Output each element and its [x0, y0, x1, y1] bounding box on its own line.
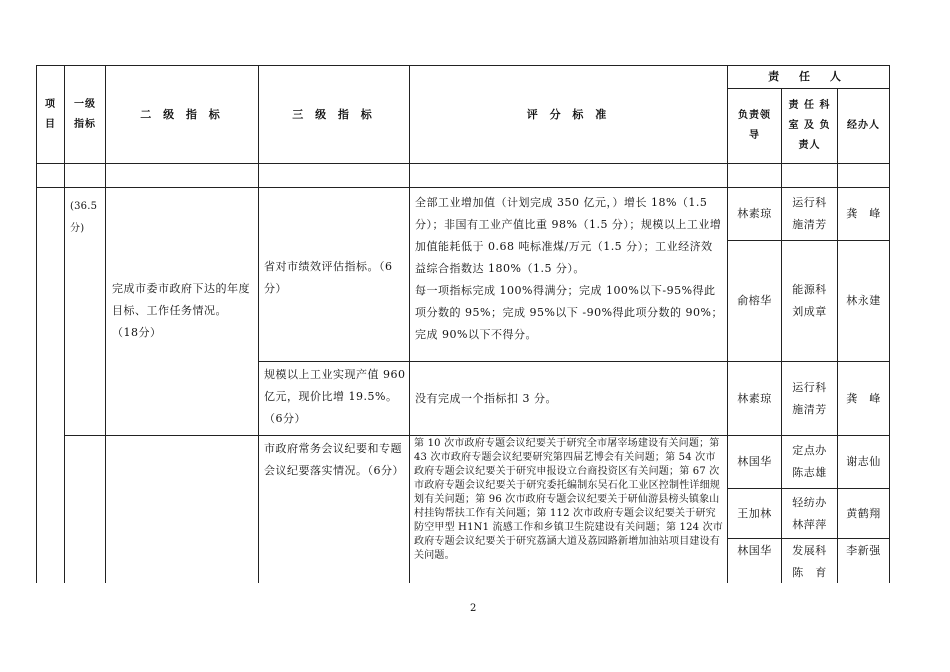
- dept-b: 运行科 施清芳: [792, 380, 827, 416]
- col-divider-2-lower: [105, 435, 106, 583]
- table-right-border: [889, 65, 890, 583]
- dept-m2: 轻纺办 林萍萍: [792, 495, 827, 531]
- page-number: 2: [470, 603, 477, 614]
- leader-a2: 俞榕华: [737, 294, 772, 307]
- handler-m2: 黄鹤翔: [846, 506, 881, 520]
- header-dept: 责 任 科 室 及 负 责人: [788, 100, 831, 151]
- dept-a2: 能源科 刘成章: [792, 283, 827, 318]
- header-responsible: 责 任 人: [768, 70, 849, 83]
- header-criteria: 评 分 标 准: [526, 107, 611, 121]
- dept-m3: 发展科 陈 育: [792, 544, 827, 579]
- criteria-meeting-minutes: 第 10 次市政府专题会议纪要关于研究全市屠宰场建设有关问题；第 43 次市政府专题会议纪要研究第四届艺博会有关问题；第 54 次市政府专题会议纪要关于研究申报设立台商投资区有关问题；第 67 次市政府专题会议纪要关于研究委托编制东吴石化工业区控制性详细规划有关问题；第 96 次市政府专题会议纪要关于研仙游县榜头镇象山村挂钩帮扶工作有关问题；第 112 次市政府专题会议纪要关于研究防空甲型 H1N1 流感工作和乡镇卫生院建设有关问题；第 124 次市政府专题会议纪要关于研究荔涵大道及荔园路新增加油站项目建设有关问题。: [414, 438, 723, 561]
- header-level1: 一级 指标: [74, 98, 96, 130]
- handler-m3: 李新强: [846, 544, 881, 557]
- level3-provincial: 省对市绩效评估指标。（6分）: [264, 260, 393, 295]
- header-leader: 负责领 导: [738, 110, 771, 141]
- level3-meeting-minutes: 市政府常务会议纪要和专题会议纪要落实情况。（6分）: [264, 442, 404, 477]
- criteria-provincial: 全部工业增加值（计划完成 350 亿元，）增长 18%（1.5 分）；非国有工业产值比重 98%（1.5 分）；规模以上工业增加值能耗低于 0.68 吨标准煤/万元（1.5 分）；工业经济效益综合指数达 180%（1.5 分）。 每一项指标完成 100%得满分；完成 100%以下-95%得此项分数的 95%；完成 95%以下 -90%得此项分数的 90%；完成 90%以下不得分。: [415, 196, 723, 341]
- header-handler: 经办人: [847, 120, 880, 131]
- header-level2: 二 级 指 标: [140, 107, 224, 121]
- leader-b: 林素琼: [737, 391, 772, 405]
- handler-b: 龚 峰: [846, 391, 881, 405]
- dept-a1: 运行科 施清芳: [792, 196, 827, 231]
- leader-m1: 林国华: [737, 455, 772, 468]
- leader-a1: 林素琼: [737, 207, 772, 220]
- header-level3: 三 级 指 标: [292, 107, 376, 121]
- level1-score: (36.5 分): [70, 201, 98, 234]
- handler-a2: 林永建: [846, 294, 881, 307]
- level3-output-value: 规模以上工业实现产值 960 亿元，现价比增 19.5%。（6分）: [264, 368, 406, 425]
- handler-m1: 谢志仙: [846, 455, 881, 468]
- leader-m3: 林国华: [737, 544, 772, 557]
- leader-m2: 王加林: [737, 506, 772, 520]
- criteria-output-value: 没有完成一个指标扣 3 分。: [415, 391, 557, 405]
- header-item: 项 目: [45, 98, 56, 130]
- level2-description: 完成市委市政府下达的年度目标、工作任务情况。 （18分）: [112, 282, 250, 339]
- row-divider-people-2b: [727, 538, 889, 539]
- handler-a1: 龚 峰: [846, 207, 881, 220]
- header-bottom-border: [36, 163, 889, 164]
- dept-m1: 定点办 陈志雄: [792, 444, 827, 479]
